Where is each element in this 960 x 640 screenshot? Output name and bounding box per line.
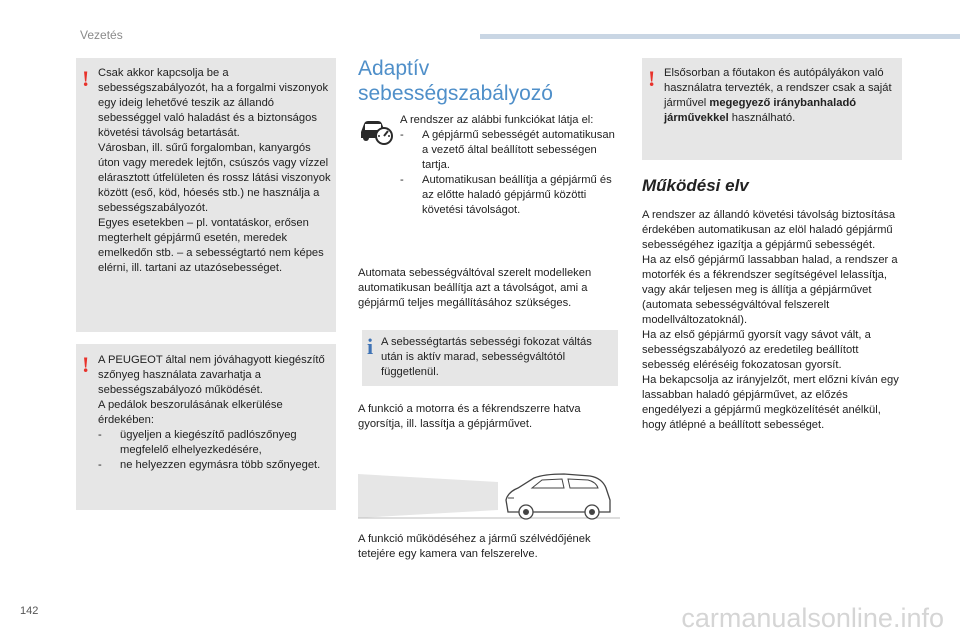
adaptive-cruise-icon <box>358 114 394 146</box>
title-line: Adaptív <box>358 57 430 80</box>
list-item: - Automatikusan beállítja a gépjármű és az előtte haladó gépjármű közötti követési távolságot. <box>400 173 622 218</box>
principle-paragraph: Ha az első gépjármű lassabban halad, a rendszer a motorfék és a fékrendszer segítségével lelassítja, vagy akár teljesen meg is állítja a gépjárművet (automata sebességváltóval felszerelt modellváltozatoknál). <box>642 254 898 326</box>
functions-intro: A rendszer az alábbi funkciókat látja el: <box>400 114 594 126</box>
watermark: carmanualsonline.info <box>681 603 944 633</box>
info-text: A sebességtartás sebességi fokozat váltás után is aktív marad, sebességváltótól függetlenül. <box>381 336 592 378</box>
info-icon: i <box>367 334 374 359</box>
automatic-gearbox-text: Automata sebességváltóval szerelt modelleken automatikusan beállítja azt a távolságot, ami a gépjármű teljes megállításához szükséges. <box>358 267 592 309</box>
list-item: - ne helyezzen egymásra több szőnyeget. <box>98 458 334 473</box>
title-line: sebességszabályozó <box>358 82 553 105</box>
principle-paragraph: Ha az első gépjármű gyorsít vagy sávot vált, a sebességszabályozó az eredetileg beállított sebesség eléréséig fokozatosan gyorsít. <box>642 329 871 371</box>
page-number: 142 <box>20 605 39 617</box>
section-title <box>358 56 553 106</box>
warning-paragraph: Csak akkor kapcsolja be a sebességszabályozót, ha a forgalmi viszonyok egy ideig lehetővé teszik az állandó sebességgel való haladást és a biztonságos követési távolság betartását. <box>98 67 329 139</box>
warning-paragraph: A pedálok beszorulásának elkerülése érdekében: <box>98 399 283 426</box>
camera-text: A funkció működéséhez a jármű szélvédőjének tetejére egy kamera van felszerelve. <box>358 533 591 560</box>
warning-box-traffic <box>76 58 336 332</box>
warning-box-roads <box>642 58 902 160</box>
functions-block <box>400 113 622 218</box>
warning-icon: ! <box>82 66 90 91</box>
list-item: - A gépjármű sebességét automatikusan a vezető által beállított sebességen tartja. <box>400 128 622 173</box>
header-bar <box>480 34 960 39</box>
engine-brake-text: A funkció a motorra és a fékrendszerre hatva gyorsítja, ill. lassítja a gépjárművet. <box>358 403 581 430</box>
warning-paragraph: A PEUGEOT által nem jóváhagyott kiegészítő szőnyeg használata zavarhatja a sebességszabályozó működését. <box>98 354 325 396</box>
warning-text <box>664 66 896 126</box>
warning-icon: ! <box>648 66 656 91</box>
info-box <box>362 330 618 386</box>
warning-box-mats <box>76 344 336 510</box>
mat-list <box>98 428 334 473</box>
list-item: - ügyeljen a kiegészítő padlószőnyeg megfelelő elhelyezkedésére, <box>98 428 334 458</box>
warning-text <box>98 353 334 473</box>
principle-paragraph: A rendszer az állandó követési távolság biztosítása érdekében automatikusan az elöl haladó gépjármű sebességéhez igazítja a gépjármű sebességét. <box>642 209 896 251</box>
principle-heading: Működési elv <box>642 176 749 195</box>
principle-text <box>642 208 904 433</box>
principle-paragraph: Ha bekapcsolja az irányjelzőt, mert előzni kíván egy lassabban haladó gépjárművet, az előzés engedélyezi a gépjármű megközelítését anélkül, hogy átlépné a beállított sebességet. <box>642 374 899 431</box>
car-radar-illustration <box>358 468 620 520</box>
warning-paragraph: Egyes esetekben – pl. vontatáskor, erősen megterhelt gépjármű esetén, meredek emelkedőn stb. – a sebességtartó nem képes elérni, ill. tartani az utazósebességet. <box>98 217 324 274</box>
warning-text-part: használható. <box>728 112 796 124</box>
functions-list <box>400 128 622 218</box>
warning-bold-text: megegyező iránybanhaladó járművekkel <box>664 97 857 124</box>
warning-icon: ! <box>82 352 90 377</box>
warning-paragraph: Városban, ill. sűrű forgalomban, kanyargós úton vagy meredek lejtőn, csúszós vagy vízzel elárasztott útfelületen és rossz látási viszonyok között (eső, köd, hóesés stb.) ne használja a sebességszabályozót. <box>98 142 331 214</box>
warning-text-part: Elsősorban a főutakon és autópályákon való használatra tervezték, a rendszer csak a saját járművel <box>664 67 892 109</box>
section-label: Vezetés <box>80 28 123 42</box>
warning-text <box>98 66 334 276</box>
